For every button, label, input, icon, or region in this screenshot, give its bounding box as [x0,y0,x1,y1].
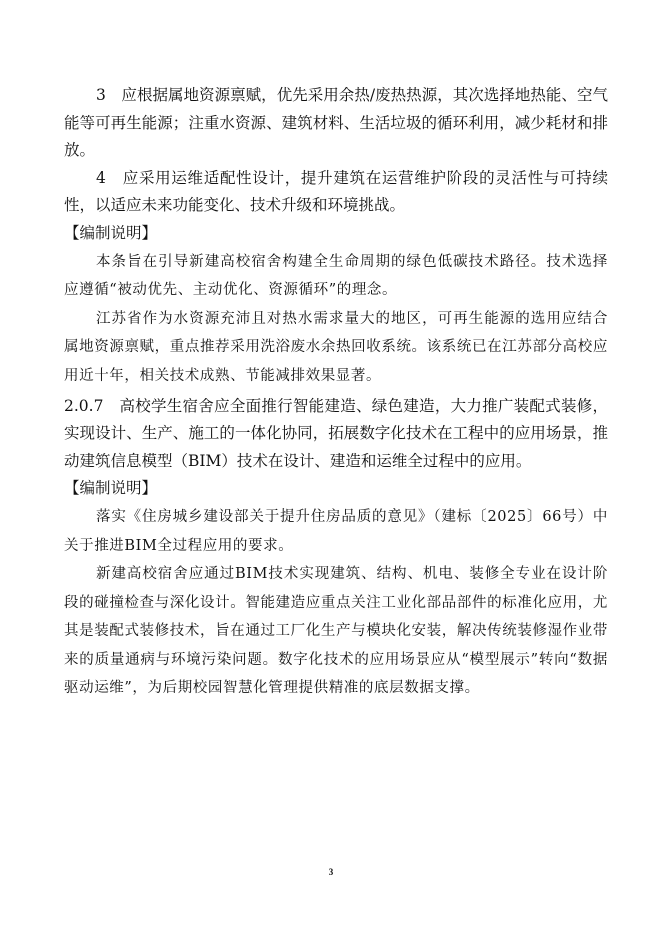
explanation-paragraph: 本条旨在引导新建高校宿舍构建全生命周期的绿色低碳技术路径。技术选择应遵循“被动优先、主动优化、资源循环”的理念。 [64,253,608,299]
explanation-header: 【编制说明】 [64,479,158,498]
page-content [64,82,608,703]
explanation-paragraph: 江苏省作为水资源充沛且对热水需求量大的地区，可再生能源的选用应结合属地资源禀赋，重点推荐采用洗浴废水余热回收系统。该系统已在江苏部分高校应用近十年，相关技术成熟、节能减排效果显著。 [64,310,608,384]
clause-2-0-7: 2.0.7 高校学生宿舍应全面推行智能建造、绿色建造，大力推广装配式装修，实现设计、生产、施工的一体化协同，拓展数字化技术在工程中的应用场景，推动建筑信息模型（BIM）技术在设计、建造和运维全过程中的应用。 [64,396,608,470]
clause-item-3: 3 应根据属地资源禀赋，优先采用余热/废热热源，其次选择地热能、空气能等可再生能源；注重水资源、建筑材料、生活垃圾的循环利用，减少耗材和排放。 [64,86,608,160]
explanation-paragraph: 落实《住房城乡建设部关于提升住房品质的意见》（建标〔2025〕66号）中关于推进BIM全过程应用的要求。 [64,508,608,554]
clause-item-4: 4 应采用运维适配性设计，提升建筑在运营维护阶段的灵活性与可持续性，以适应未来功能变化、技术升级和环境挑战。 [64,168,608,215]
page-number: 3 [328,867,334,877]
explanation-paragraph: 新建高校宿舍应通过BIM技术实现建筑、结构、机电、装修全专业在设计阶段的碰撞检查与深化设计。智能建造应重点关注工业化部品部件的标准化应用，尤其是装配式装修技术，旨在通过工厂化生产与模块化安装，解决传统装修湿作业带来的质量通病与环境污染问题。数字化技术的应用场景应从“模型展示”转向“数据驱动运维”，为后期校园智慧化管理提供精准的底层数据支撑。 [64,566,608,697]
explanation-header: 【编制说明】 [64,223,158,242]
